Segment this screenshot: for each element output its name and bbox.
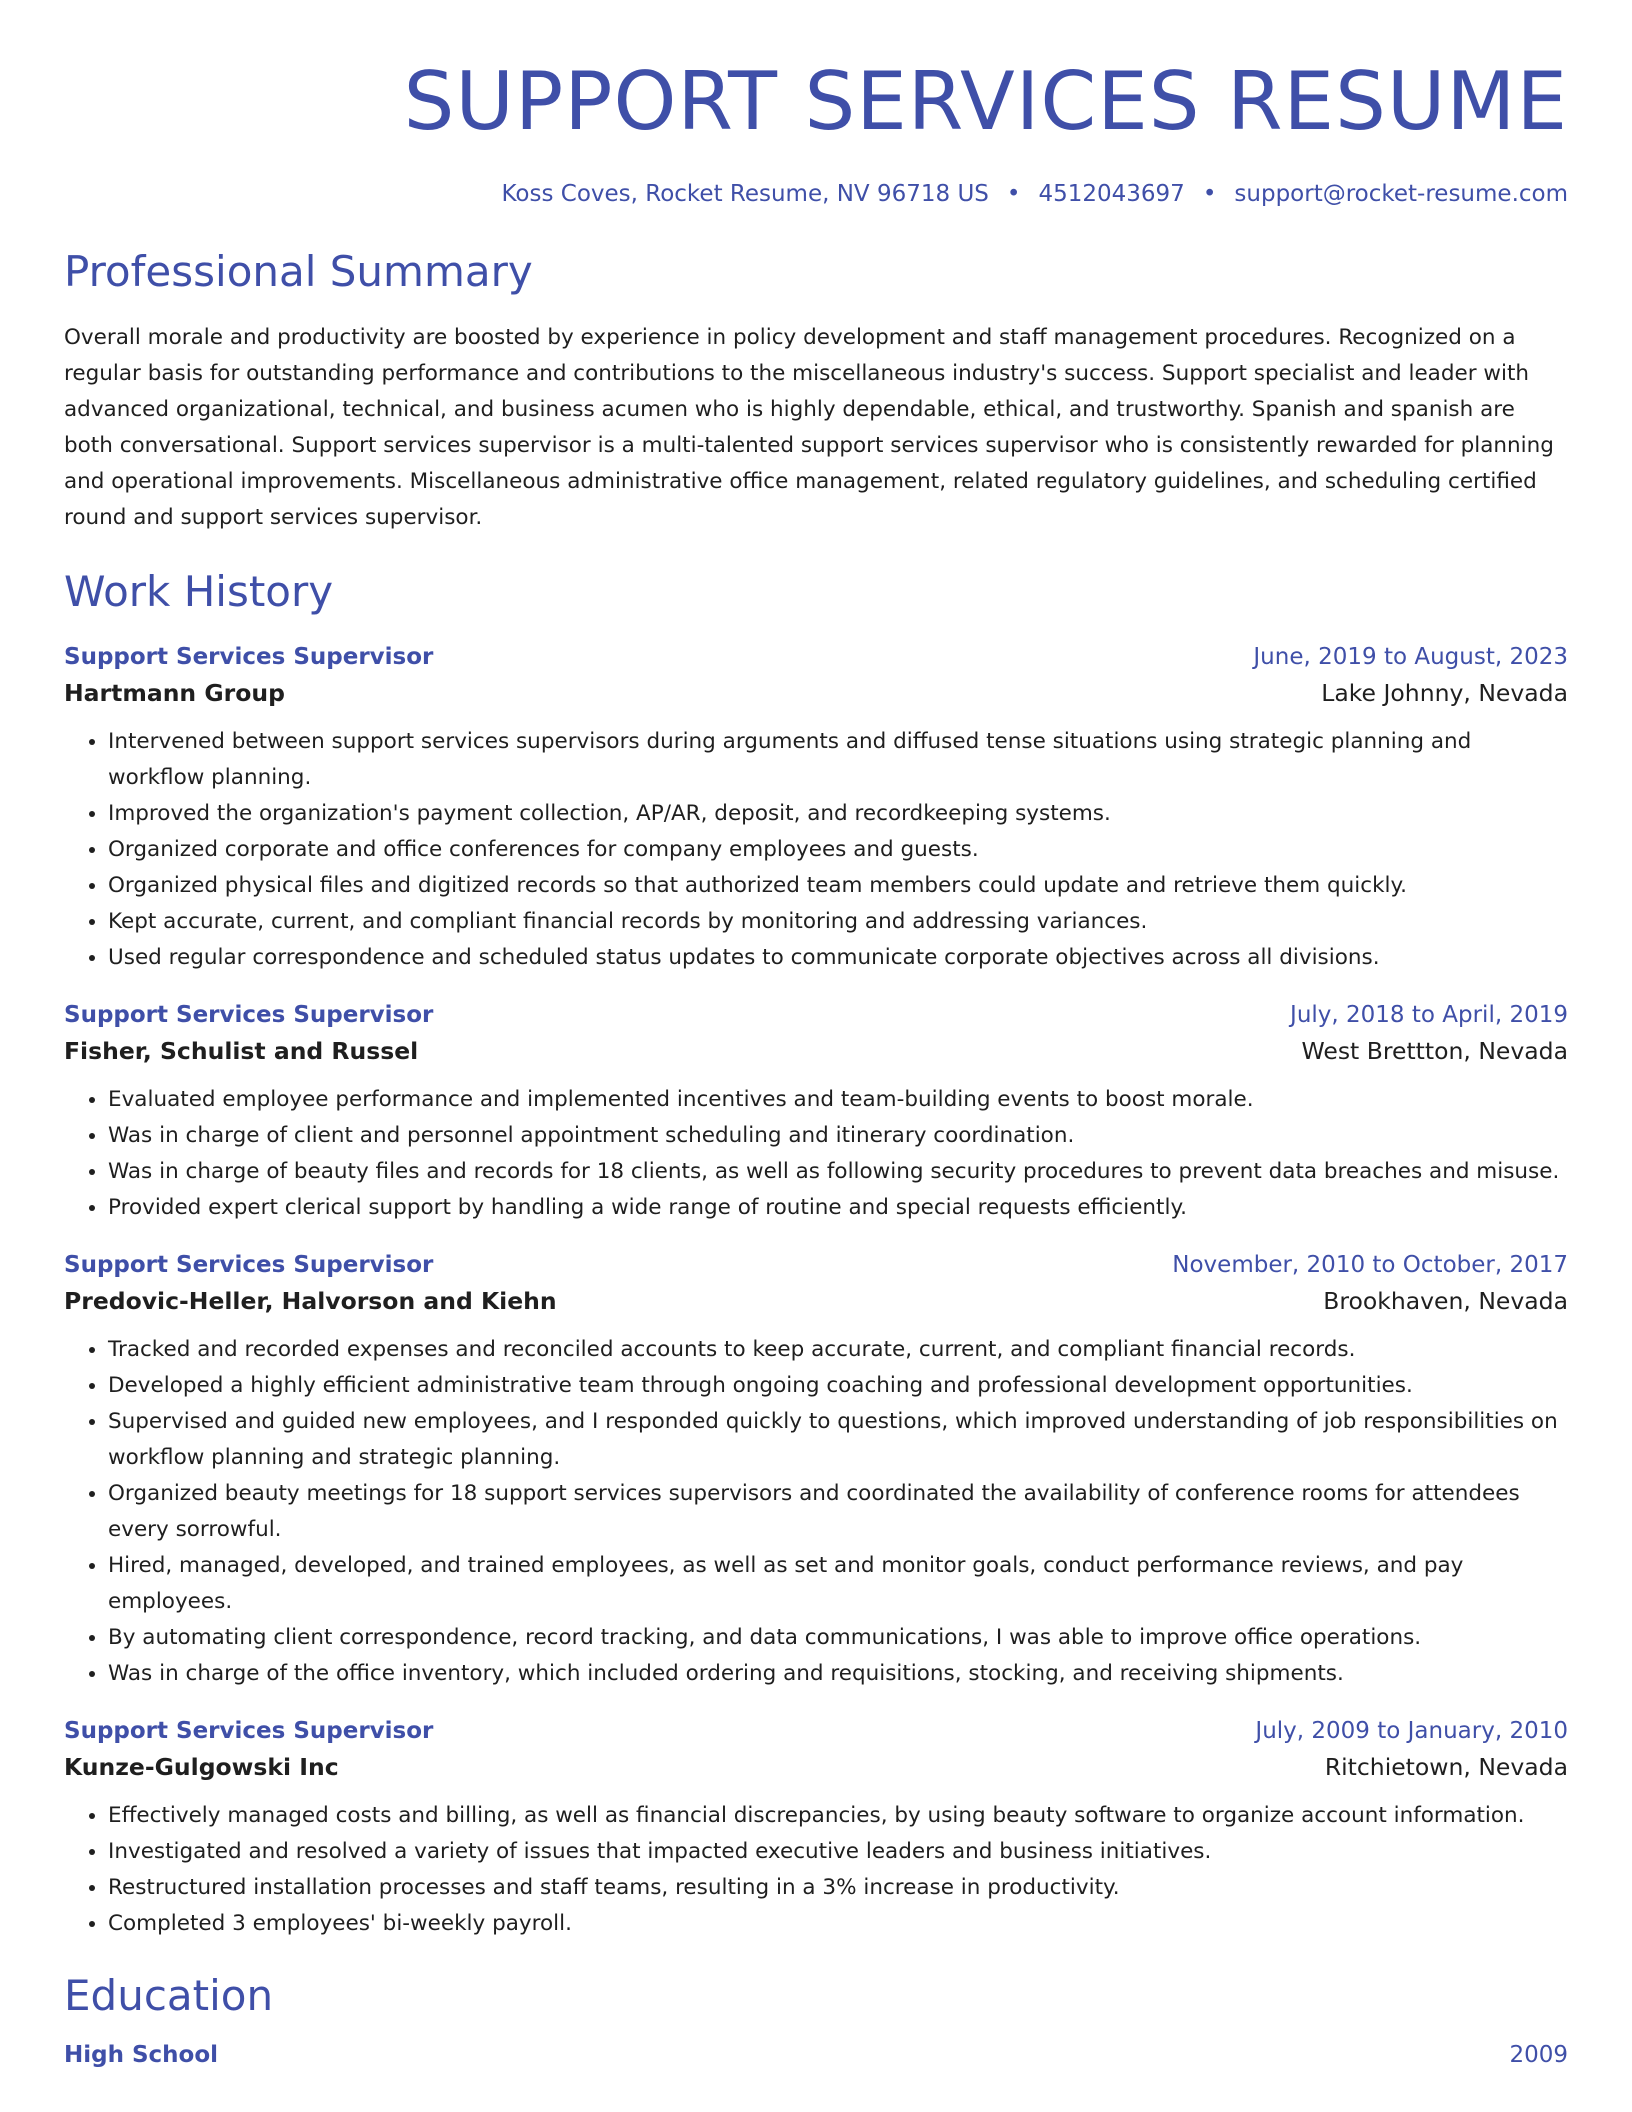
job-bullet: • Organized physical files and digitized records so that authorized team members could update and retrieve them quickly.: [108, 868, 1568, 904]
job-bullet: • Hired, managed, developed, and trained employees, as well as set and monitor goals, conduct performance reviews, and pay employees.: [108, 1548, 1568, 1620]
contact-address: Koss Coves, Rocket Resume, NV 96718 US: [501, 181, 989, 207]
job-bullet: • Was in charge of beauty files and records for 18 clients, as well as following security procedures to prevent data breaches and misuse.: [108, 1154, 1568, 1190]
job-company: Kunze-Gulgowski Inc: [64, 1753, 339, 1781]
job-bullet: • Was in charge of the office inventory, which included ordering and requisitions, stocking, and receiving shipments.: [108, 1656, 1568, 1692]
job-bullet: • Provided expert clerical support by handling a wide range of routine and special requests efficiently.: [108, 1190, 1568, 1226]
job-company-row: [64, 1032, 1568, 1070]
job-dates: July, 2018 to April, 2019: [1290, 1002, 1568, 1028]
job-entry: [64, 1714, 1568, 1942]
job-location: Lake Johnny, Nevada: [1321, 679, 1568, 707]
job-bullets: [64, 1332, 1568, 1692]
education-entry: [64, 2038, 1568, 2072]
job-company: Hartmann Group: [64, 679, 285, 707]
job-entry: [64, 1248, 1568, 1692]
education-heading: Education: [64, 1971, 274, 2020]
summary-heading: Professional Summary: [64, 247, 533, 296]
job-bullet: • Completed 3 employees' bi-weekly payroll.: [108, 1906, 1568, 1942]
job-bullet: • Organized corporate and office conferences for company employees and guests.: [108, 832, 1568, 868]
job-bullets: [64, 1082, 1568, 1226]
job-bullet: • Developed a highly efficient administrative team through ongoing coaching and professional development opportunities.: [108, 1368, 1568, 1404]
job-bullet: • Improved the organization's payment collection, AP/AR, deposit, and recordkeeping systems.: [108, 796, 1568, 832]
job-bullets: [64, 724, 1568, 976]
contact-phone: 4512043697: [1038, 181, 1185, 207]
job-bullet: • Tracked and recorded expenses and reconciled accounts to keep accurate, current, and compliant financial records.: [108, 1332, 1568, 1368]
job-dates: July, 2009 to January, 2010: [1255, 1718, 1568, 1744]
job-title: Support Services Supervisor: [64, 644, 434, 670]
job-header-row: [64, 998, 1568, 1032]
job-bullet: • Supervised and guided new employees, and I responded quickly to questions, which improved understanding of job responsibilities on workflow planning and strategic planning.: [108, 1404, 1568, 1476]
contact-line: [64, 178, 1568, 210]
job-company: Fisher, Schulist and Russel: [64, 1037, 419, 1065]
job-bullet: • Was in charge of client and personnel appointment scheduling and itinerary coordination.: [108, 1118, 1568, 1154]
job-bullet: • Evaluated employee performance and implemented incentives and team-building events to boost morale.: [108, 1082, 1568, 1118]
job-company-row: [64, 1282, 1568, 1320]
job-dates: June, 2019 to August, 2023: [1253, 644, 1568, 670]
job-location: West Brettton, Nevada: [1301, 1037, 1568, 1065]
job-company-row: [64, 1748, 1568, 1786]
job-bullet: • Used regular correspondence and scheduled status updates to communicate corporate objectives across all divisions.: [108, 940, 1568, 976]
job-title: Support Services Supervisor: [64, 1002, 434, 1028]
job-bullet: • By automating client correspondence, record tracking, and data communications, I was able to improve office operations.: [108, 1620, 1568, 1656]
education-list: [64, 2038, 1568, 2072]
job-bullet: • Restructured installation processes and staff teams, resulting in a 3% increase in productivity.: [108, 1870, 1568, 1906]
job-header-row: [64, 1248, 1568, 1282]
job-bullets: [64, 1798, 1568, 1942]
job-location: Brookhaven, Nevada: [1323, 1287, 1568, 1315]
summary-text: Overall morale and productivity are boosted by experience in policy development and staff management procedures. Recognized on a regular basis for outstanding performance and contributions to the miscellaneous industry's success. Support specialist and leader with advanced organizational, technical, and business acumen who is highly dependable, ethical, and trustworthy. Spanish and spanish are both conversational. Support services supervisor is a multi-talented support services supervisor who is consistently rewarded for planning and operational improvements. Miscellaneous administrative office management, related regulatory guidelines, and scheduling certified round and support services supervisor.: [64, 325, 1554, 530]
job-company-row: [64, 674, 1568, 712]
education-degree: High School: [64, 2042, 219, 2068]
job-bullet: • Organized beauty meetings for 18 support services supervisors and coordinated the availability of conference rooms for attendees every sorrowful.: [108, 1476, 1568, 1548]
education-year: 2009: [1509, 2042, 1568, 2068]
job-entry: [64, 640, 1568, 976]
contact-separator: •: [1006, 181, 1021, 207]
contact-separator: •: [1202, 181, 1217, 207]
job-title: Support Services Supervisor: [64, 1718, 434, 1744]
job-title: Support Services Supervisor: [64, 1252, 434, 1278]
work-history-list: [64, 640, 1568, 1942]
job-bullet: • Intervened between support services supervisors during arguments and diffused tense situations using strategic planning and workflow planning.: [108, 724, 1568, 796]
job-entry: [64, 998, 1568, 1226]
job-bullet: • Effectively managed costs and billing, as well as financial discrepancies, by using beauty software to organize account information.: [108, 1798, 1568, 1834]
job-company: Predovic-Heller, Halvorson and Kiehn: [64, 1287, 557, 1315]
work-history-heading: Work History: [64, 567, 334, 616]
job-header-row: [64, 640, 1568, 674]
job-bullet: • Investigated and resolved a variety of issues that impacted executive leaders and business initiatives.: [108, 1834, 1568, 1870]
job-location: Ritchietown, Nevada: [1324, 1753, 1568, 1781]
job-header-row: [64, 1714, 1568, 1748]
job-dates: November, 2010 to October, 2017: [1172, 1252, 1568, 1278]
contact-email[interactable]: support@rocket-resume.com: [1234, 181, 1568, 207]
resume-title: SUPPORT SERVICES RESUME: [403, 55, 1568, 148]
job-bullet: • Kept accurate, current, and compliant financial records by monitoring and addressing variances.: [108, 904, 1568, 940]
